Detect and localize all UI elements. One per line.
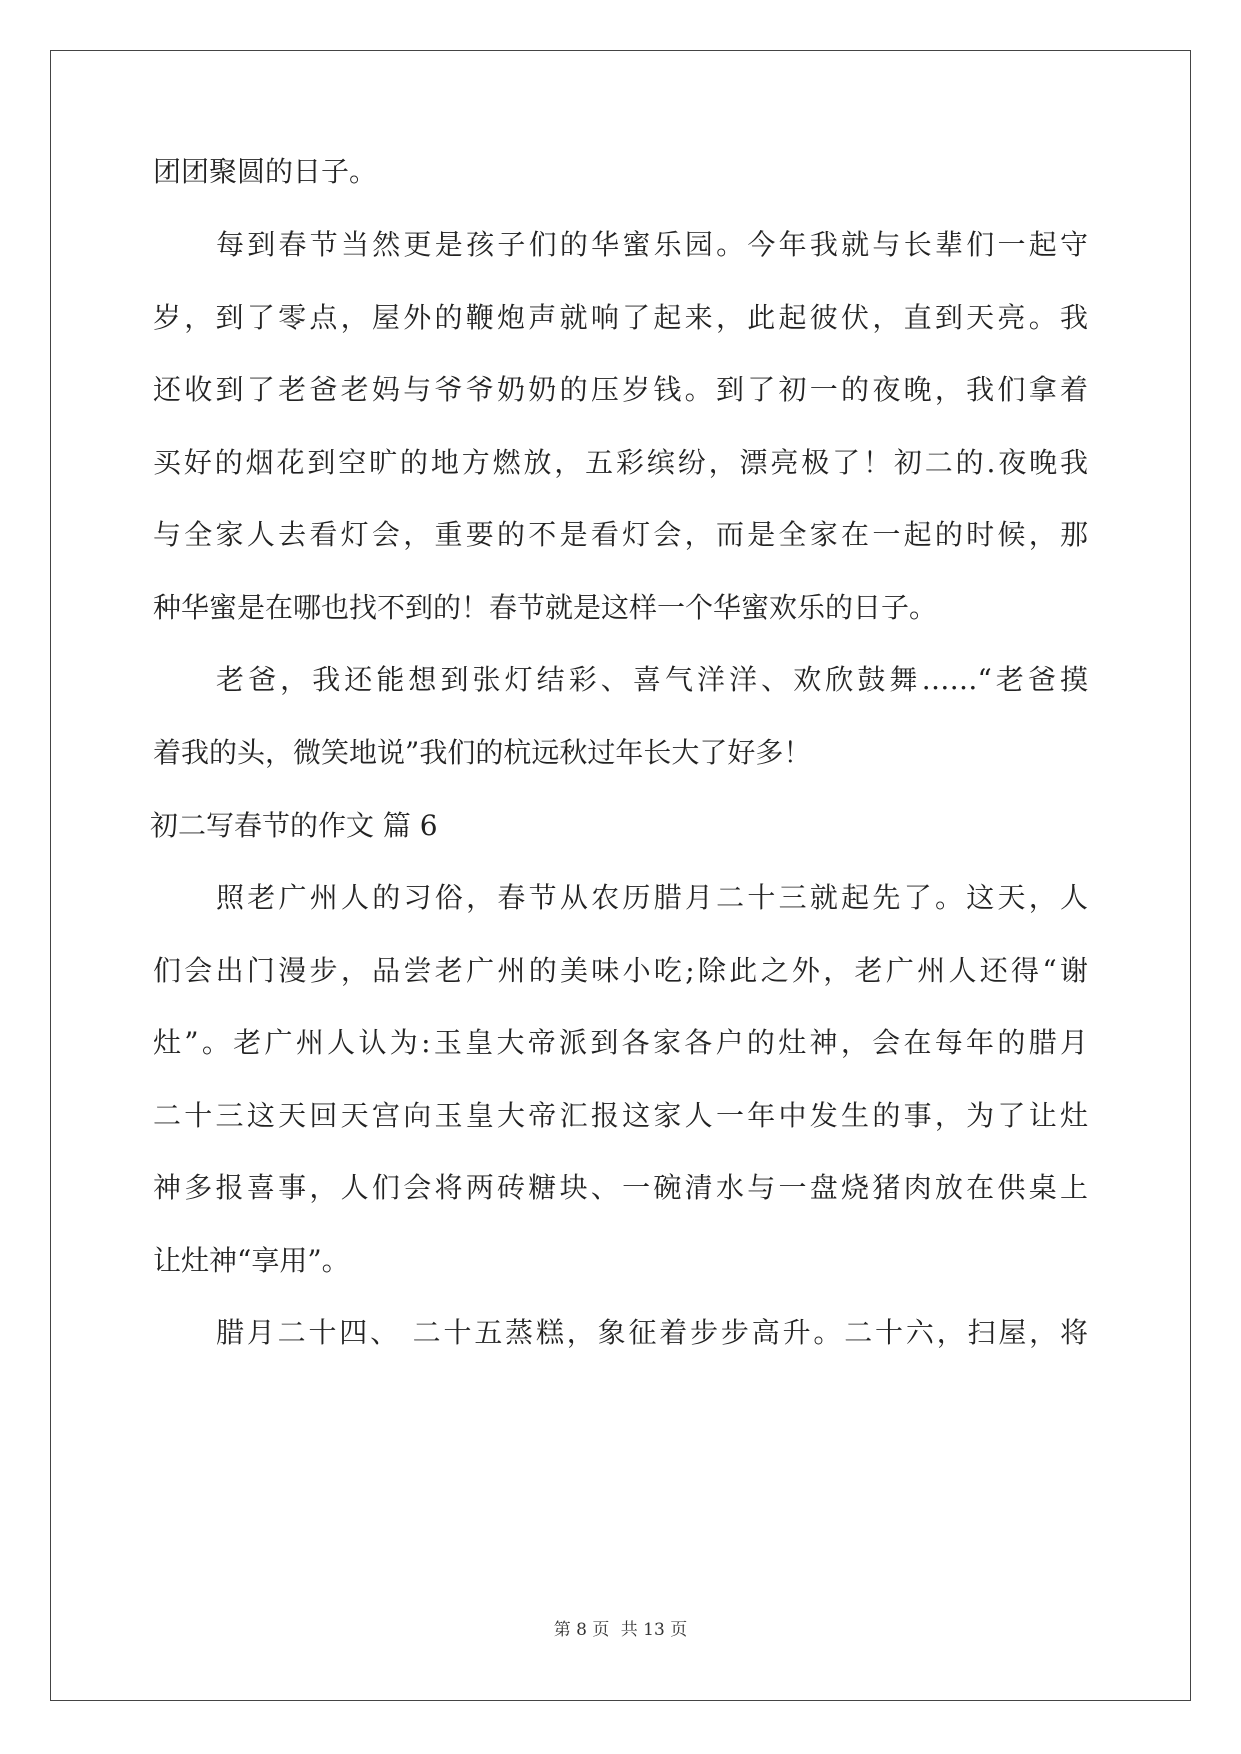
text-line: 买好的烟花到空旷的地方燃放，五彩缤纷，漂亮极了！初二的.夜晚我: [153, 446, 1088, 479]
text-line: 老爸，我还能想到张灯结彩、喜气洋洋、欢欣鼓舞……“老爸摸: [216, 663, 1088, 696]
text-line: 与全家人去看灯会，重要的不是看灯会，而是全家在一起的时候，那: [153, 518, 1088, 551]
text-line: 照老广州人的习俗，春节从农历腊月二十三就起先了。这天，人: [216, 881, 1088, 914]
section-heading: 初二写春节的作文 篇 6: [150, 809, 438, 842]
text-line: 每到春节当然更是孩子们的华蜜乐园。今年我就与长辈们一起守: [216, 228, 1088, 261]
text-line: 着我的头，微笑地说”我们的杭远秋过年长大了好多！: [153, 736, 812, 769]
text-line: 岁，到了零点，屋外的鞭炮声就响了起来，此起彼伏，直到天亮。我: [153, 301, 1088, 334]
page-footer: [0, 1618, 1241, 1642]
text-line: 灶”。老广州人认为:玉皇大帝派到各家各户的灶神，会在每年的腊月: [153, 1026, 1088, 1059]
text-line: 还收到了老爸老妈与爷爷奶奶的压岁钱。到了初一的夜晚，我们拿着: [153, 373, 1088, 406]
text-line: 团团聚圆的日子。: [153, 155, 378, 188]
page-total: 共 13 页: [620, 1620, 688, 1640]
text-line: 种华蜜是在哪也找不到的！春节就是这样一个华蜜欢乐的日子。: [153, 591, 938, 624]
page-number: 第 8 页: [553, 1620, 610, 1640]
text-line: 二十三这天回天宫向玉皇大帝汇报这家人一年中发生的事，为了让灶: [153, 1099, 1088, 1132]
text-line: 腊月二十四、 二十五蒸糕，象征着步步高升。二十六，扫屋，将: [216, 1316, 1088, 1349]
text-line: 让灶神“享用”。: [153, 1244, 350, 1277]
text-line: 神多报喜事，人们会将两砖糖块、一碗清水与一盘烧猪肉放在供桌上: [153, 1171, 1088, 1204]
text-line: 们会出门漫步，品尝老广州的美味小吃;除此之外，老广州人还得“谢: [153, 954, 1088, 987]
